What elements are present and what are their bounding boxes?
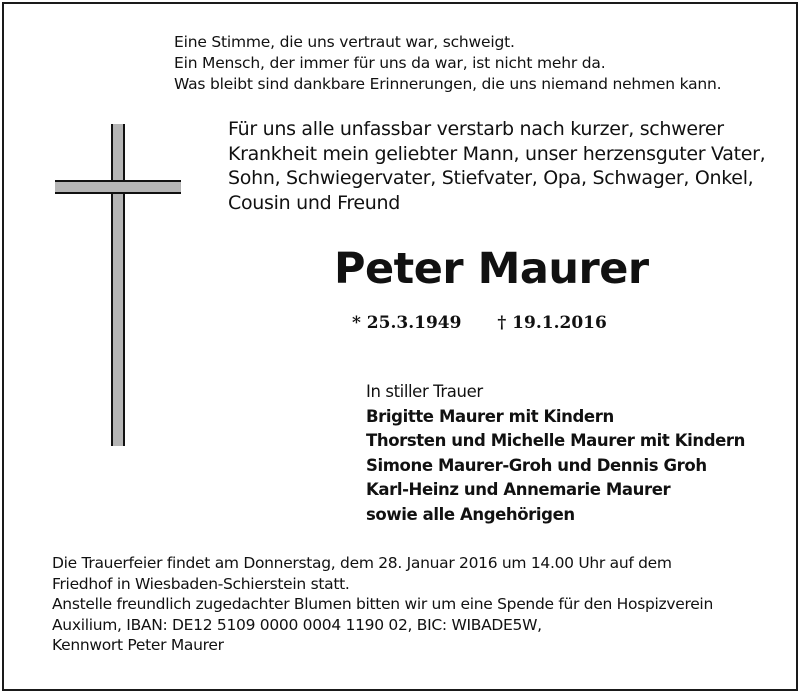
mourner-name: sowie alle Angehörigen — [366, 504, 575, 524]
intro-text — [228, 117, 765, 215]
intro-line: Sohn, Schwiegervater, Stiefvater, Opa, Schwager, Onkel, — [228, 167, 754, 189]
mourner-name: Simone Maurer-Groh und Dennis Groh — [366, 455, 707, 475]
quote-line: Ein Mensch, der immer für uns da war, ist nicht mehr da. — [174, 54, 606, 72]
info-line: Die Trauerfeier findet am Donnerstag, dem 28. Januar 2016 um 14.00 Uhr auf dem — [52, 554, 672, 572]
quote-line: Was bleibt sind dankbare Erinnerungen, die uns niemand nehmen kann. — [174, 75, 722, 93]
mourner-name: Karl-Heinz und Annemarie Maurer — [366, 480, 671, 499]
info-line: Anstelle freundlich zugedachter Blumen bitten wir um eine Spende für den Hospizverein — [52, 595, 713, 613]
funeral-info — [52, 553, 713, 656]
quote-line: Eine Stimme, die uns vertraut war, schweigt. — [174, 33, 515, 51]
mourners-heading: In stiller Trauer — [366, 382, 483, 401]
mourner-name: Brigitte Maurer mit Kindern — [366, 406, 614, 426]
deceased-name: Peter Maurer — [334, 244, 649, 294]
info-line: Kennwort Peter Maurer — [52, 636, 224, 654]
cross-icon — [55, 124, 181, 446]
intro-line: Für uns alle unfassbar verstarb nach kurzer, schwerer — [228, 118, 724, 140]
info-line: Auxilium, IBAN: DE12 5109 0000 0004 1190 02, BIC: WIBADE5W, — [52, 615, 542, 634]
memorial-quote — [174, 32, 721, 95]
death-date: † 19.1.2016 — [497, 313, 607, 333]
birth-date: * 25.3.1949 — [352, 313, 462, 333]
intro-line: Krankheit mein geliebter Mann, unser herzensguter Vater, — [228, 142, 766, 165]
mourner-name: Thorsten und Michelle Maurer mit Kindern — [366, 431, 746, 450]
life-dates — [352, 312, 607, 334]
intro-line: Cousin und Freund — [228, 191, 401, 214]
mourners-block — [366, 380, 745, 527]
info-line: Friedhof in Wiesbaden-Schierstein statt. — [52, 574, 350, 593]
